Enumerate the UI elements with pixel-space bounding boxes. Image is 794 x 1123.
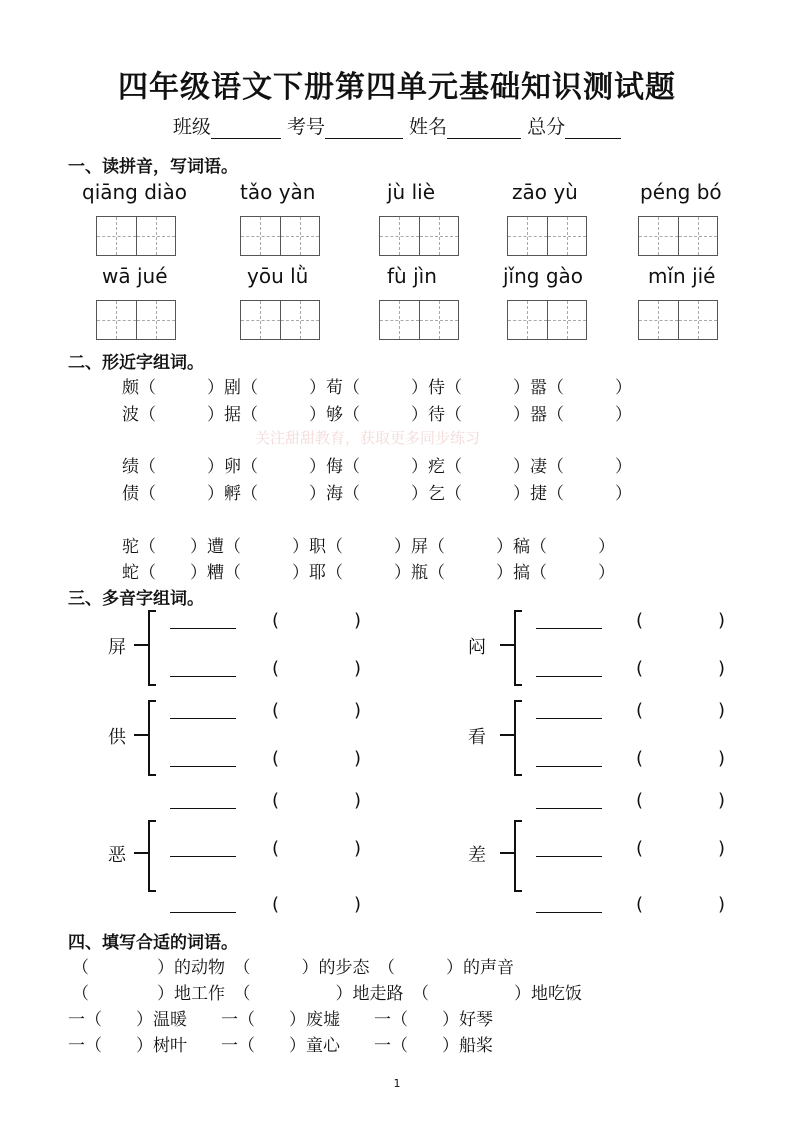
writing-grid[interactable]	[96, 216, 176, 256]
pinyin-paren-close: )	[354, 790, 362, 811]
pinyin-paren-open: (	[636, 610, 644, 631]
answer-line[interactable]	[170, 766, 236, 767]
pinyin-paren-open: (	[636, 748, 644, 769]
pinyin-paren-open: (	[272, 748, 280, 769]
similar-char-row[interactable]: 债（ ）孵（ ）海（ ）乞（ ）捷（ ）	[122, 484, 632, 504]
writing-grid[interactable]	[507, 216, 587, 256]
pinyin-paren-close: )	[718, 658, 726, 679]
pinyin-paren-close: )	[354, 838, 362, 859]
section3-heading: 三、多音字组词。	[68, 589, 204, 609]
pinyin-paren-close: )	[354, 700, 362, 721]
similar-char-row[interactable]: 波（ ）据（ ）够（ ）待（ ）器（ ）	[122, 405, 632, 425]
pinyin-paren-close: )	[718, 748, 726, 769]
pinyin-label: mǐn jié	[648, 264, 716, 288]
answer-line[interactable]	[536, 676, 602, 677]
section4-heading: 四、填写合适的词语。	[68, 933, 238, 953]
curly-bracket	[148, 700, 156, 776]
section1-heading: 一、读拼音，写词语。	[68, 157, 238, 177]
similar-char-row[interactable]: 绩（ ）卵（ ）侮（ ）疙（ ）凄（ ）	[122, 457, 632, 477]
pinyin-paren-close: )	[354, 658, 362, 679]
similar-char-row[interactable]: 颇（ ）剧（ ）荀（ ）侍（ ）嚣（ ）	[122, 378, 632, 398]
answer-line[interactable]	[170, 856, 236, 857]
pinyin-label: qiāng diào	[82, 180, 187, 204]
pinyin-paren-close: )	[354, 610, 362, 631]
pinyin-label: tǎo yàn	[240, 180, 316, 204]
similar-char-row[interactable]: 驼（ ）遭（ ）职（ ）屏（ ）稿（ ）	[122, 537, 615, 557]
class-blank[interactable]	[211, 118, 281, 139]
score-label: 总分	[527, 116, 566, 138]
bracket-stem	[500, 644, 514, 646]
pinyin-paren-open: (	[636, 790, 644, 811]
polyphone-char: 差	[468, 845, 486, 866]
writing-grid[interactable]	[379, 300, 459, 340]
pinyin-paren-close: )	[718, 790, 726, 811]
curly-bracket	[148, 820, 156, 892]
pinyin-paren-open: (	[636, 838, 644, 859]
writing-grid[interactable]	[240, 216, 320, 256]
bracket-stem	[134, 734, 148, 736]
writing-grid[interactable]	[379, 216, 459, 256]
name-label: 姓名	[409, 116, 448, 138]
writing-grid[interactable]	[240, 300, 320, 340]
answer-line[interactable]	[536, 912, 602, 913]
answer-line[interactable]	[536, 808, 602, 809]
answer-line[interactable]	[170, 808, 236, 809]
pinyin-paren-open: (	[636, 658, 644, 679]
pinyin-label: péng bó	[640, 180, 722, 204]
pinyin-paren-close: )	[718, 838, 726, 859]
writing-grid[interactable]	[638, 216, 718, 256]
score-blank[interactable]	[565, 118, 621, 139]
curly-bracket	[514, 820, 522, 892]
polyphone-char: 看	[468, 727, 486, 748]
answer-line[interactable]	[170, 718, 236, 719]
fill-word-row[interactable]: （ ）地工作 （ ）地走路 （ ）地吃饭	[72, 984, 582, 1004]
curly-bracket	[514, 700, 522, 776]
answer-line[interactable]	[170, 628, 236, 629]
pinyin-paren-open: (	[272, 658, 280, 679]
fill-word-row[interactable]: （ ）的动物 （ ）的步态 （ ）的声音	[72, 958, 514, 978]
polyphone-char: 闷	[468, 637, 486, 658]
pinyin-paren-open: (	[272, 790, 280, 811]
writing-grid[interactable]	[96, 300, 176, 340]
page-title: 四年级语文下册第四单元基础知识测试题	[118, 70, 676, 105]
pinyin-paren-close: )	[718, 894, 726, 915]
pinyin-label: jǐng gào	[503, 264, 584, 288]
watermark: 关注甜甜教育，获取更多同步练习	[255, 429, 481, 447]
answer-line[interactable]	[170, 912, 236, 913]
pinyin-label: fù jìn	[387, 264, 437, 288]
pinyin-paren-open: (	[272, 838, 280, 859]
answer-line[interactable]	[536, 766, 602, 767]
fill-word-row[interactable]: 一（ ）温暖 一（ ）废墟 一（ ）好琴	[68, 1010, 493, 1030]
exam-no-blank[interactable]	[325, 118, 403, 139]
pinyin-label: wā jué	[102, 264, 168, 288]
pinyin-paren-close: )	[718, 700, 726, 721]
curly-bracket	[514, 610, 522, 686]
pinyin-paren-close: )	[354, 894, 362, 915]
answer-line[interactable]	[170, 676, 236, 677]
pinyin-paren-open: (	[636, 894, 644, 915]
answer-line[interactable]	[536, 718, 602, 719]
page-number: 1	[393, 1077, 401, 1090]
pinyin-label: yōu lǜ	[247, 264, 309, 288]
writing-grid[interactable]	[638, 300, 718, 340]
class-label: 班级	[172, 116, 211, 138]
answer-line[interactable]	[536, 856, 602, 857]
polyphone-char: 恶	[108, 845, 126, 866]
pinyin-paren-close: )	[718, 610, 726, 631]
bracket-stem	[134, 852, 148, 854]
bracket-stem	[500, 734, 514, 736]
answer-line[interactable]	[536, 628, 602, 629]
similar-char-row[interactable]: 蛇（ ）糟（ ）耶（ ）瓶（ ）搞（ ）	[122, 563, 615, 583]
bracket-stem	[134, 644, 148, 646]
pinyin-label: zāo yù	[512, 180, 578, 204]
student-info-row	[0, 112, 794, 139]
pinyin-paren-open: (	[272, 610, 280, 631]
bracket-stem	[500, 852, 514, 854]
pinyin-paren-open: (	[272, 700, 280, 721]
polyphone-char: 屏	[108, 637, 126, 658]
fill-word-row[interactable]: 一（ ）树叶 一（ ）童心 一（ ）船桨	[68, 1036, 493, 1056]
section2-heading: 二、形近字组词。	[68, 353, 204, 373]
curly-bracket	[148, 610, 156, 686]
exam-no-label: 考号	[286, 116, 325, 138]
name-blank[interactable]	[447, 118, 521, 139]
polyphone-char: 供	[108, 727, 126, 748]
pinyin-label: jù liè	[387, 180, 436, 204]
writing-grid[interactable]	[507, 300, 587, 340]
pinyin-paren-open: (	[272, 894, 280, 915]
pinyin-paren-close: )	[354, 748, 362, 769]
pinyin-paren-open: (	[636, 700, 644, 721]
